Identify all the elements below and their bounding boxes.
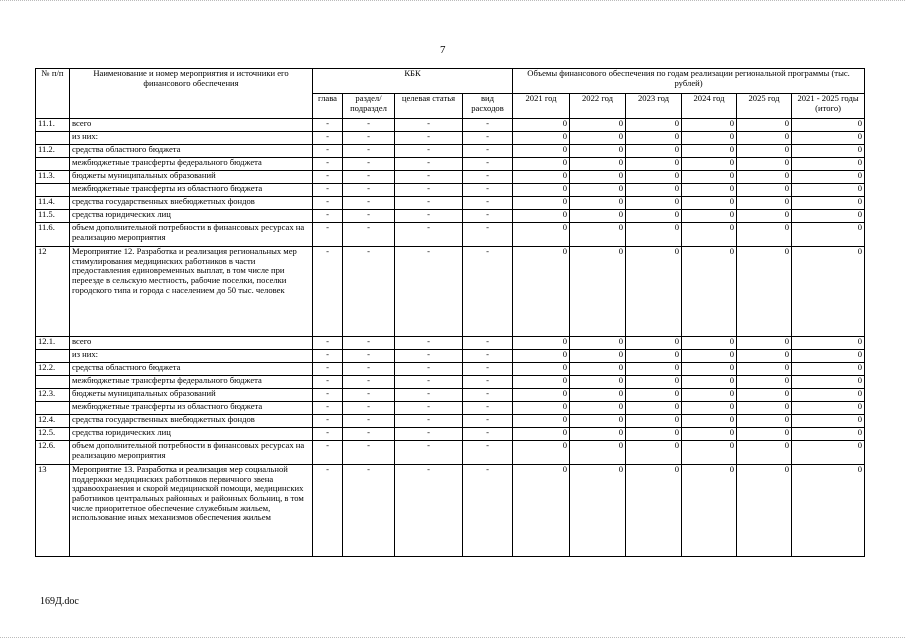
row-value-cell: 0 xyxy=(682,210,737,223)
row-name: межбюджетные трансферты федерального бюджета xyxy=(70,158,313,171)
row-value-cell: 0 xyxy=(513,350,570,363)
table-row xyxy=(36,389,865,402)
row-value-cell: 0 xyxy=(682,465,737,557)
row-kbk-cell: - xyxy=(395,350,463,363)
row-kbk-cell: - xyxy=(313,441,343,465)
table-row xyxy=(36,465,865,557)
row-kbk-cell: - xyxy=(343,184,395,197)
row-kbk-cell: - xyxy=(343,428,395,441)
row-value-cell: 0 xyxy=(513,402,570,415)
table-row xyxy=(36,223,865,247)
financing-table xyxy=(35,68,865,557)
row-value-cell: 0 xyxy=(737,389,792,402)
row-kbk-cell: - xyxy=(343,415,395,428)
row-name: объем дополнительной потребности в финансовых ресурсах на реализацию мероприятия xyxy=(70,441,313,465)
row-name: средства юридических лиц xyxy=(70,210,313,223)
row-value-cell: 0 xyxy=(570,389,626,402)
row-value-cell: 0 xyxy=(626,415,682,428)
row-value-cell: 0 xyxy=(570,428,626,441)
row-code: 12.6. xyxy=(36,441,70,465)
row-value-cell: 0 xyxy=(792,184,865,197)
row-kbk-cell: - xyxy=(343,376,395,389)
row-name: средства государственных внебюджетных фондов xyxy=(70,197,313,210)
row-kbk-cell: - xyxy=(463,350,513,363)
row-value-cell: 0 xyxy=(513,441,570,465)
row-kbk-cell: - xyxy=(313,415,343,428)
row-value-cell: 0 xyxy=(737,158,792,171)
row-kbk-cell: - xyxy=(343,171,395,184)
row-value-cell: 0 xyxy=(570,441,626,465)
row-value-cell: 0 xyxy=(626,145,682,158)
row-kbk-cell: - xyxy=(313,119,343,132)
row-value-cell: 0 xyxy=(737,363,792,376)
row-value-cell: 0 xyxy=(792,376,865,389)
row-kbk-cell: - xyxy=(313,350,343,363)
row-value-cell: 0 xyxy=(626,132,682,145)
row-kbk-cell: - xyxy=(343,350,395,363)
row-kbk-cell: - xyxy=(313,171,343,184)
row-value-cell: 0 xyxy=(513,132,570,145)
row-name: всего xyxy=(70,337,313,350)
row-value-cell: 0 xyxy=(792,171,865,184)
row-value-cell: 0 xyxy=(626,337,682,350)
row-value-cell: 0 xyxy=(682,376,737,389)
row-code: 11.3. xyxy=(36,171,70,184)
row-value-cell: 0 xyxy=(513,247,570,337)
row-kbk-cell: - xyxy=(463,389,513,402)
row-kbk-cell: - xyxy=(463,132,513,145)
row-value-cell: 0 xyxy=(737,197,792,210)
row-kbk-cell: - xyxy=(395,415,463,428)
row-value-cell: 0 xyxy=(682,223,737,247)
scan-edge-bottom xyxy=(0,637,905,638)
row-value-cell: 0 xyxy=(737,184,792,197)
row-code: 11.5. xyxy=(36,210,70,223)
row-kbk-cell: - xyxy=(463,210,513,223)
row-kbk-cell: - xyxy=(343,389,395,402)
row-value-cell: 0 xyxy=(570,197,626,210)
row-value-cell: 0 xyxy=(792,389,865,402)
row-value-cell: 0 xyxy=(737,247,792,337)
row-value-cell: 0 xyxy=(792,363,865,376)
row-kbk-cell: - xyxy=(395,119,463,132)
row-kbk-cell: - xyxy=(395,465,463,557)
row-kbk-cell: - xyxy=(395,132,463,145)
row-kbk-cell: - xyxy=(463,171,513,184)
table-row xyxy=(36,350,865,363)
row-name: средства областного бюджета xyxy=(70,363,313,376)
row-kbk-cell: - xyxy=(395,247,463,337)
row-kbk-cell: - xyxy=(313,428,343,441)
row-kbk-cell: - xyxy=(395,337,463,350)
row-value-cell: 0 xyxy=(513,428,570,441)
row-value-cell: 0 xyxy=(792,223,865,247)
page-number: 7 xyxy=(440,44,446,56)
row-kbk-cell: - xyxy=(463,247,513,337)
row-value-cell: 0 xyxy=(626,210,682,223)
row-kbk-cell: - xyxy=(395,441,463,465)
row-name: бюджеты муниципальных образований xyxy=(70,171,313,184)
row-value-cell: 0 xyxy=(737,465,792,557)
row-value-cell: 0 xyxy=(570,376,626,389)
row-kbk-cell: - xyxy=(343,465,395,557)
row-value-cell: 0 xyxy=(682,415,737,428)
row-kbk-cell: - xyxy=(313,223,343,247)
row-value-cell: 0 xyxy=(682,337,737,350)
row-name: из них: xyxy=(70,132,313,145)
row-kbk-cell: - xyxy=(343,402,395,415)
row-name: межбюджетные трансферты из областного бюджета xyxy=(70,184,313,197)
row-value-cell: 0 xyxy=(513,119,570,132)
table-row xyxy=(36,363,865,376)
row-value-cell: 0 xyxy=(513,337,570,350)
table-row xyxy=(36,158,865,171)
row-value-cell: 0 xyxy=(737,350,792,363)
row-value-cell: 0 xyxy=(570,210,626,223)
row-code: 11.4. xyxy=(36,197,70,210)
row-value-cell: 0 xyxy=(737,171,792,184)
table-row xyxy=(36,415,865,428)
row-value-cell: 0 xyxy=(626,428,682,441)
row-kbk-cell: - xyxy=(463,223,513,247)
header-year-col: 2024 год xyxy=(682,94,737,119)
row-code: 12 xyxy=(36,247,70,337)
row-value-cell: 0 xyxy=(570,247,626,337)
row-kbk-cell: - xyxy=(313,465,343,557)
row-value-cell: 0 xyxy=(570,363,626,376)
row-kbk-cell: - xyxy=(343,119,395,132)
row-value-cell: 0 xyxy=(682,402,737,415)
row-value-cell: 0 xyxy=(626,441,682,465)
row-kbk-cell: - xyxy=(395,171,463,184)
header-year-col: 2021 - 2025 годы (итого) xyxy=(792,94,865,119)
row-name: межбюджетные трансферты федерального бюджета xyxy=(70,376,313,389)
row-value-cell: 0 xyxy=(626,223,682,247)
row-name: средства государственных внебюджетных фондов xyxy=(70,415,313,428)
footer-filename: 169Д.doc xyxy=(40,596,79,607)
row-kbk-cell: - xyxy=(395,145,463,158)
row-value-cell: 0 xyxy=(682,119,737,132)
row-code xyxy=(36,402,70,415)
row-kbk-cell: - xyxy=(395,184,463,197)
row-value-cell: 0 xyxy=(737,337,792,350)
header-name: Наименование и номер мероприятия и источники его финансового обеспечения xyxy=(70,69,313,119)
row-value-cell: 0 xyxy=(682,158,737,171)
row-kbk-cell: - xyxy=(313,184,343,197)
row-kbk-cell: - xyxy=(343,210,395,223)
row-value-cell: 0 xyxy=(626,376,682,389)
row-value-cell: 0 xyxy=(513,415,570,428)
row-value-cell: 0 xyxy=(513,197,570,210)
row-value-cell: 0 xyxy=(513,145,570,158)
row-code: 12.4. xyxy=(36,415,70,428)
row-code xyxy=(36,132,70,145)
table-row xyxy=(36,428,865,441)
header-year-col: 2023 год xyxy=(626,94,682,119)
row-value-cell: 0 xyxy=(570,223,626,247)
row-value-cell: 0 xyxy=(570,158,626,171)
row-value-cell: 0 xyxy=(570,132,626,145)
row-kbk-cell: - xyxy=(395,223,463,247)
header-year-col: 2025 год xyxy=(737,94,792,119)
row-kbk-cell: - xyxy=(395,158,463,171)
row-kbk-cell: - xyxy=(343,132,395,145)
table-row xyxy=(36,171,865,184)
row-value-cell: 0 xyxy=(513,158,570,171)
row-kbk-cell: - xyxy=(463,184,513,197)
row-value-cell: 0 xyxy=(737,145,792,158)
row-name: средства областного бюджета xyxy=(70,145,313,158)
table-row xyxy=(36,247,865,337)
row-code: 11.6. xyxy=(36,223,70,247)
row-value-cell: 0 xyxy=(570,171,626,184)
row-value-cell: 0 xyxy=(682,247,737,337)
row-value-cell: 0 xyxy=(626,119,682,132)
row-code: 11.1. xyxy=(36,119,70,132)
row-kbk-cell: - xyxy=(463,363,513,376)
row-value-cell: 0 xyxy=(626,184,682,197)
row-kbk-cell: - xyxy=(463,415,513,428)
row-code: 12.2. xyxy=(36,363,70,376)
row-value-cell: 0 xyxy=(626,171,682,184)
row-name: из них: xyxy=(70,350,313,363)
table-row xyxy=(36,337,865,350)
header-kbk-col: целевая статья xyxy=(395,94,463,119)
row-value-cell: 0 xyxy=(626,350,682,363)
row-value-cell: 0 xyxy=(682,428,737,441)
row-code: 11.2. xyxy=(36,145,70,158)
row-value-cell: 0 xyxy=(626,402,682,415)
row-value-cell: 0 xyxy=(792,465,865,557)
row-kbk-cell: - xyxy=(313,210,343,223)
row-value-cell: 0 xyxy=(570,465,626,557)
table-row xyxy=(36,119,865,132)
row-name: Мероприятие 12. Разработка и реализация региональных мер стимулирования медицинских работников в части предоставления единовременных выплат, в том числе при переезде в сельскую местность, рабочие поселки, поселки городского типа и города с населением до 50 тыс. человек xyxy=(70,247,313,337)
row-kbk-cell: - xyxy=(463,428,513,441)
row-value-cell: 0 xyxy=(682,197,737,210)
row-kbk-cell: - xyxy=(463,441,513,465)
table-row xyxy=(36,402,865,415)
row-name: Мероприятие 13. Разработка и реализация мер социальной поддержки медицинских работников первичного звена здравоохранения и скорой медицинской помощи, медицинских работников центральных районных и районных больниц, в том числе приоритетное обеспечение служебным жильем, использование иных механизмов обеспечения жильем xyxy=(70,465,313,557)
header-kbk-col: раздел/ подраздел xyxy=(343,94,395,119)
row-value-cell: 0 xyxy=(570,337,626,350)
row-kbk-cell: - xyxy=(343,197,395,210)
row-code xyxy=(36,158,70,171)
row-value-cell: 0 xyxy=(792,350,865,363)
row-value-cell: 0 xyxy=(513,376,570,389)
table-row xyxy=(36,132,865,145)
row-kbk-cell: - xyxy=(395,402,463,415)
row-kbk-cell: - xyxy=(343,145,395,158)
row-value-cell: 0 xyxy=(682,441,737,465)
row-value-cell: 0 xyxy=(682,184,737,197)
header-kbk-col: глава xyxy=(313,94,343,119)
row-value-cell: 0 xyxy=(792,197,865,210)
row-value-cell: 0 xyxy=(737,223,792,247)
row-code xyxy=(36,350,70,363)
row-kbk-cell: - xyxy=(395,210,463,223)
row-value-cell: 0 xyxy=(626,247,682,337)
row-value-cell: 0 xyxy=(626,465,682,557)
row-kbk-cell: - xyxy=(313,402,343,415)
row-kbk-cell: - xyxy=(395,363,463,376)
row-kbk-cell: - xyxy=(463,465,513,557)
row-kbk-cell: - xyxy=(313,363,343,376)
row-value-cell: 0 xyxy=(570,350,626,363)
row-value-cell: 0 xyxy=(570,415,626,428)
row-kbk-cell: - xyxy=(313,247,343,337)
row-value-cell: 0 xyxy=(737,132,792,145)
row-kbk-cell: - xyxy=(395,428,463,441)
row-kbk-cell: - xyxy=(313,337,343,350)
row-code: 12.1. xyxy=(36,337,70,350)
table-row xyxy=(36,145,865,158)
row-value-cell: 0 xyxy=(792,441,865,465)
row-value-cell: 0 xyxy=(626,158,682,171)
row-value-cell: 0 xyxy=(626,389,682,402)
row-value-cell: 0 xyxy=(513,389,570,402)
row-code xyxy=(36,376,70,389)
row-value-cell: 0 xyxy=(792,428,865,441)
row-kbk-cell: - xyxy=(463,158,513,171)
header-volumes: Объемы финансового обеспечения по годам реализации региональной программы (тыс. рублей) xyxy=(513,69,865,94)
row-value-cell: 0 xyxy=(626,197,682,210)
row-kbk-cell: - xyxy=(343,337,395,350)
header-kbk: КБК xyxy=(313,69,513,94)
row-value-cell: 0 xyxy=(682,132,737,145)
row-kbk-cell: - xyxy=(313,158,343,171)
scan-edge-top xyxy=(0,0,905,1)
row-kbk-cell: - xyxy=(463,376,513,389)
row-value-cell: 0 xyxy=(737,441,792,465)
row-value-cell: 0 xyxy=(737,415,792,428)
row-value-cell: 0 xyxy=(513,184,570,197)
row-value-cell: 0 xyxy=(682,363,737,376)
header-num: № п/п xyxy=(36,69,70,119)
row-value-cell: 0 xyxy=(513,210,570,223)
table-row xyxy=(36,376,865,389)
row-kbk-cell: - xyxy=(343,441,395,465)
row-kbk-cell: - xyxy=(463,119,513,132)
row-value-cell: 0 xyxy=(682,389,737,402)
header-kbk-col: вид расходов xyxy=(463,94,513,119)
row-value-cell: 0 xyxy=(792,158,865,171)
row-code xyxy=(36,184,70,197)
row-kbk-cell: - xyxy=(313,197,343,210)
table-row xyxy=(36,210,865,223)
header-year-col: 2022 год xyxy=(570,94,626,119)
row-kbk-cell: - xyxy=(395,376,463,389)
row-name: объем дополнительной потребности в финансовых ресурсах на реализацию мероприятия xyxy=(70,223,313,247)
header-year-col: 2021 год xyxy=(513,94,570,119)
row-kbk-cell: - xyxy=(463,337,513,350)
row-value-cell: 0 xyxy=(682,171,737,184)
row-value-cell: 0 xyxy=(570,119,626,132)
row-value-cell: 0 xyxy=(626,363,682,376)
row-value-cell: 0 xyxy=(513,223,570,247)
row-value-cell: 0 xyxy=(682,145,737,158)
row-kbk-cell: - xyxy=(313,389,343,402)
row-code: 12.3. xyxy=(36,389,70,402)
table-body xyxy=(36,119,865,557)
header-row-1 xyxy=(36,69,865,94)
row-kbk-cell: - xyxy=(395,197,463,210)
row-value-cell: 0 xyxy=(792,132,865,145)
row-kbk-cell: - xyxy=(313,145,343,158)
row-value-cell: 0 xyxy=(792,210,865,223)
row-value-cell: 0 xyxy=(570,145,626,158)
row-value-cell: 0 xyxy=(792,415,865,428)
row-name: всего xyxy=(70,119,313,132)
row-value-cell: 0 xyxy=(737,402,792,415)
row-kbk-cell: - xyxy=(343,158,395,171)
row-kbk-cell: - xyxy=(343,247,395,337)
row-name: средства юридических лиц xyxy=(70,428,313,441)
row-value-cell: 0 xyxy=(570,184,626,197)
table-row xyxy=(36,184,865,197)
row-value-cell: 0 xyxy=(792,337,865,350)
row-value-cell: 0 xyxy=(682,350,737,363)
row-value-cell: 0 xyxy=(513,465,570,557)
row-value-cell: 0 xyxy=(737,119,792,132)
row-kbk-cell: - xyxy=(343,363,395,376)
row-value-cell: 0 xyxy=(737,210,792,223)
row-kbk-cell: - xyxy=(395,389,463,402)
row-code: 12.5. xyxy=(36,428,70,441)
row-value-cell: 0 xyxy=(737,428,792,441)
row-kbk-cell: - xyxy=(313,132,343,145)
row-kbk-cell: - xyxy=(463,402,513,415)
table-row xyxy=(36,441,865,465)
row-kbk-cell: - xyxy=(343,223,395,247)
row-value-cell: 0 xyxy=(513,171,570,184)
row-value-cell: 0 xyxy=(570,402,626,415)
table-row xyxy=(36,197,865,210)
row-value-cell: 0 xyxy=(737,376,792,389)
row-kbk-cell: - xyxy=(463,197,513,210)
row-value-cell: 0 xyxy=(792,119,865,132)
row-kbk-cell: - xyxy=(463,145,513,158)
row-value-cell: 0 xyxy=(792,247,865,337)
row-name: бюджеты муниципальных образований xyxy=(70,389,313,402)
row-value-cell: 0 xyxy=(513,363,570,376)
row-kbk-cell: - xyxy=(313,376,343,389)
row-value-cell: 0 xyxy=(792,145,865,158)
row-name: межбюджетные трансферты из областного бюджета xyxy=(70,402,313,415)
row-code: 13 xyxy=(36,465,70,557)
row-value-cell: 0 xyxy=(792,402,865,415)
